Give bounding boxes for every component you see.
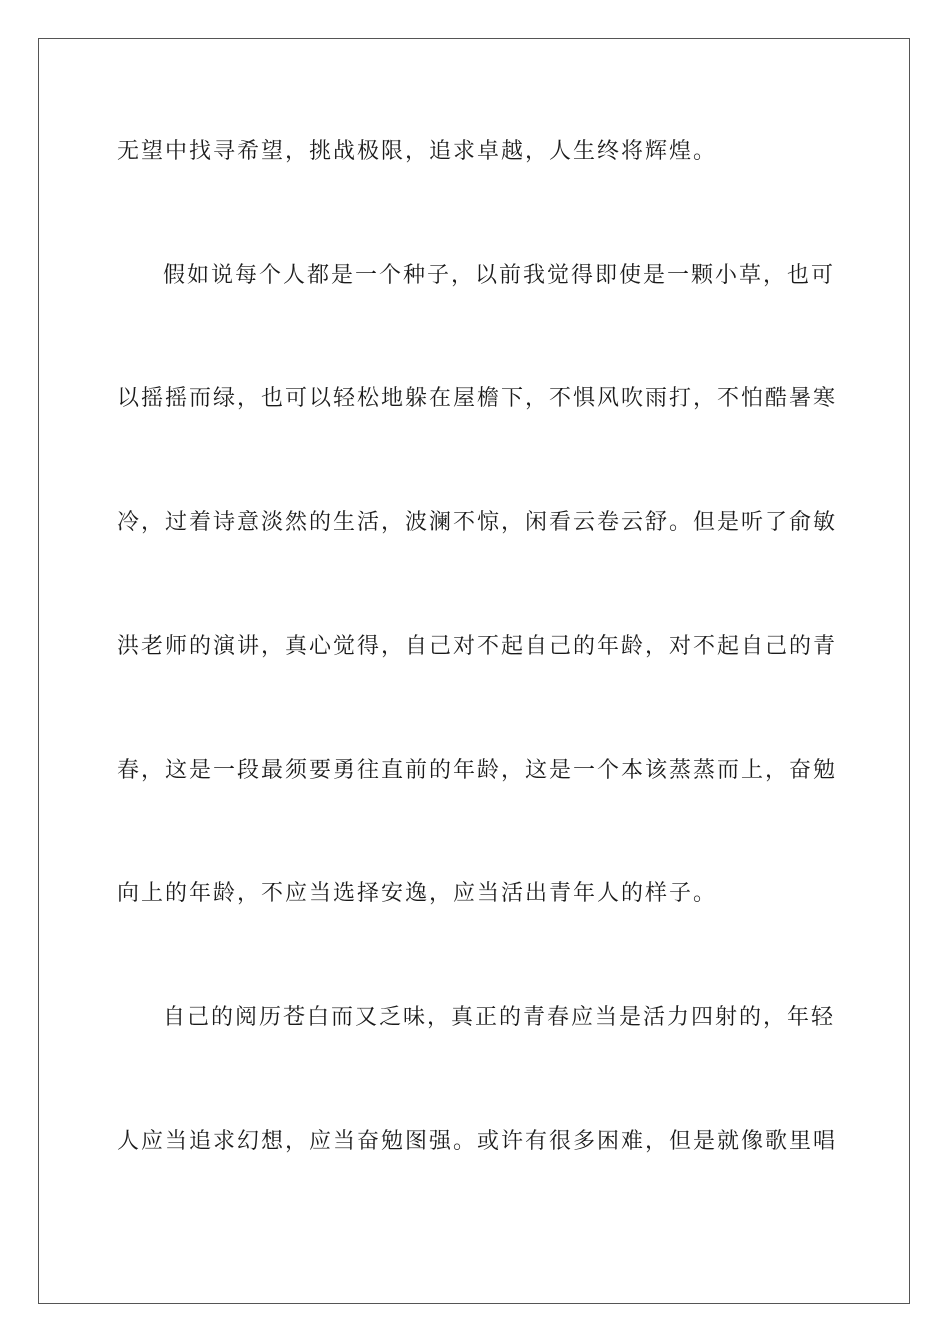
text-line-2: 假如说每个人都是一个种子，以前我觉得即使是一颗小草，也可 <box>163 263 836 288</box>
text-line-6: 春，这是一段最须要勇往直前的年龄，这是一个本该蒸蒸而上，奋勉 <box>117 758 838 783</box>
text-line-4: 冷，过着诗意淡然的生活，波澜不惊，闲看云卷云舒。但是听了俞敏 <box>117 510 838 535</box>
text-line-3: 以摇摇而绿，也可以轻松地躲在屋檐下，不惧风吹雨打，不怕酷暑寒 <box>117 386 838 411</box>
text-line-5: 洪老师的演讲，真心觉得，自己对不起自己的年龄，对不起自己的青 <box>117 634 838 659</box>
text-line-8: 自己的阅历苍白而又乏味，真正的青春应当是活力四射的，年轻 <box>163 1005 836 1030</box>
text-line-7: 向上的年龄，不应当选择安逸，应当活出青年人的样子。 <box>117 881 718 906</box>
text-line-1: 无望中找寻希望，挑战极限，追求卓越，人生终将辉煌。 <box>117 139 718 164</box>
text-line-9: 人应当追求幻想，应当奋勉图强。或许有很多困难，但是就像歌里唱 <box>117 1129 838 1154</box>
page-border <box>38 38 910 1304</box>
